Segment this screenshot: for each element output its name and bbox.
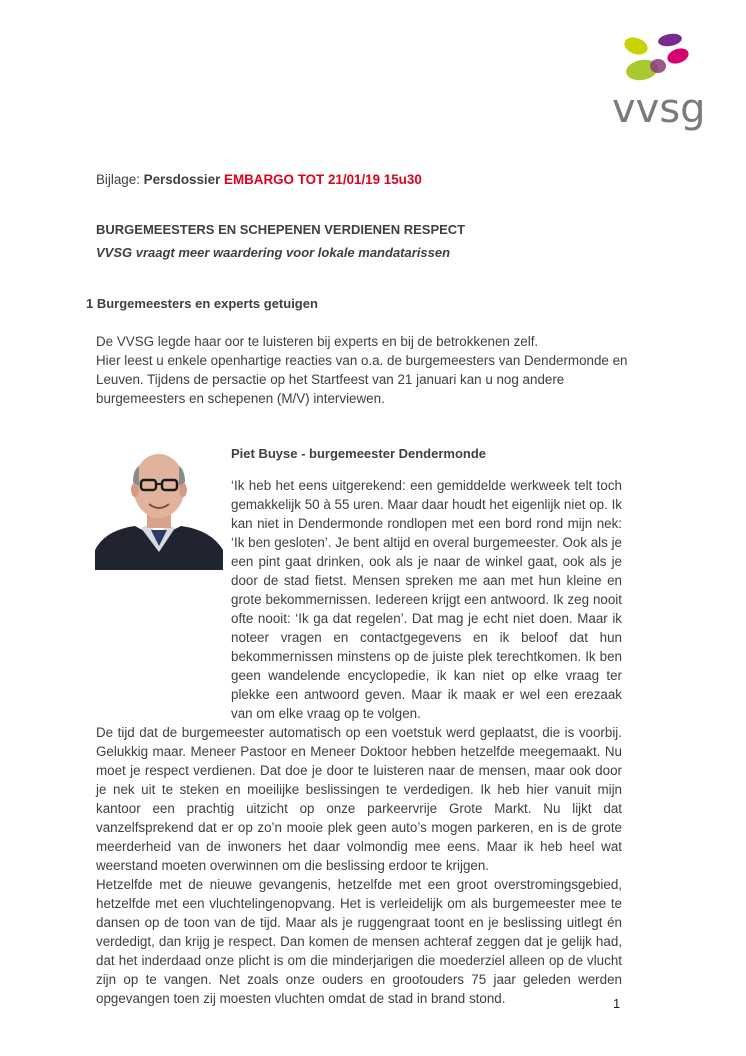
quote-text <box>96 476 622 1008</box>
person-name: Piet Buyse - burgemeester Dendermonde <box>231 446 487 461</box>
embargo-notice: EMBARGO TOT 21/01/19 15u30 <box>224 172 422 187</box>
quote-paragraph-3: Hetzelfde met de nieuwe gevangenis, hetzelfde met een groot overstromingsgebied, hetzelfde met een vluchtelingenopvang. Het is verleidelijk om als burgemeester mee te dansen op de toon van de tijd. Maar als je ruggengraat toont en je beslissing uitlegt én verdedigt, dan krijg je respect. Dan komen de mensen achteraf zeggen dat je gelijk had, dat het inderdaad onze plicht is om die minderjarigen die moederziel alleen op de vlucht zijn op te vangen. Net zoals onze ouders en grootouders 75 jaar geleden werden opgevangen toen zij moesten vluchten omdat de stad in brand stond. <box>96 877 622 1006</box>
vvsg-logo <box>612 30 712 134</box>
page-number: 1 <box>613 996 621 1011</box>
quote-paragraph-2: De tijd dat de burgemeester automatisch op een voetstuk werd geplaatst, die is voorbij. Gelukkig maar. Meneer Pastoor en Meneer Doktoor hebben hetzelfde meegemaakt. Nu moet je respect verdienen. Dat doe je door te luisteren naar de mensen, maar ook door je nek uit te steken en moeilijke beslissingen te verdedigen. Ik heb hier vanuit mijn kantoor een prachtig uitzicht op onze parkeervrije Grote Markt. Nu lijkt dat vanzelfsprekend dat er op zo’n mooie plek geen auto’s mogen parkeren, en is de grote meerderheid van de inwoners het daar volmondig mee eens. Maar ik heb heel wat weerstand moeten overwinnen om die beslissing erdoor te krijgen. <box>96 725 622 873</box>
intro-line-2: Hier leest u enkele openhartige reacties van o.a. de burgemeesters van Dendermonde en Leuven. Tijdens de persactie op het Startfeest van 21 januari kan u nog andere burgemeesters en schepenen (M/V) interviewen. <box>96 353 628 406</box>
quote-paragraph-1: ‘Ik heb het eens uitgerekend: een gemiddelde werkweek telt toch gemakkelijk 50 à 55 uren. Maar daar houdt het eigenlijk niet op. Ik kan niet in Dendermonde rondlopen met een bord rond mijn nek: ‘Ik ben gesloten’. Je bent altijd en overal burgemeester. Ook als je een pint gaat drinken, ook als je naar de winkel gaat, ook als je door de stad fietst. Mensen spreken me aan met hun kleine en grote bekommernissen. Iedereen krijgt een antwoord. Ik zeg nooit ofte nooit: ‘Ik ga dat regelen’. Dat mag je echt niet doen. Maar ik noteer vragen en contactgegevens en ik beloof dat hun bekommernissen minstens op de juiste plek terechtkomen. Ik ben geen wandelende encyclopedie, ik kan niet op elke vraag ter plekke een antwoord geven. Maar ik maak er wel een erezaak van om elke vraag op te volgen. <box>231 478 622 721</box>
intro-line-1: De VVSG legde haar oor te luisteren bij experts en bij de betrokkenen zelf. <box>96 334 539 349</box>
bijlage-label: Persdossier <box>143 172 221 187</box>
section-heading: 1 Burgemeesters en experts getuigen <box>86 296 318 311</box>
bijlage-line <box>96 172 422 187</box>
document-title: BURGEMEESTERS EN SCHEPENEN VERDIENEN RESPECT <box>96 222 466 237</box>
document-subtitle: VVSG vraagt meer waardering voor lokale mandatarissen <box>96 245 451 260</box>
svg-text:vvsg: vvsg <box>612 86 706 132</box>
intro-text <box>96 332 636 408</box>
bijlage-prefix: Bijlage: <box>96 172 144 187</box>
